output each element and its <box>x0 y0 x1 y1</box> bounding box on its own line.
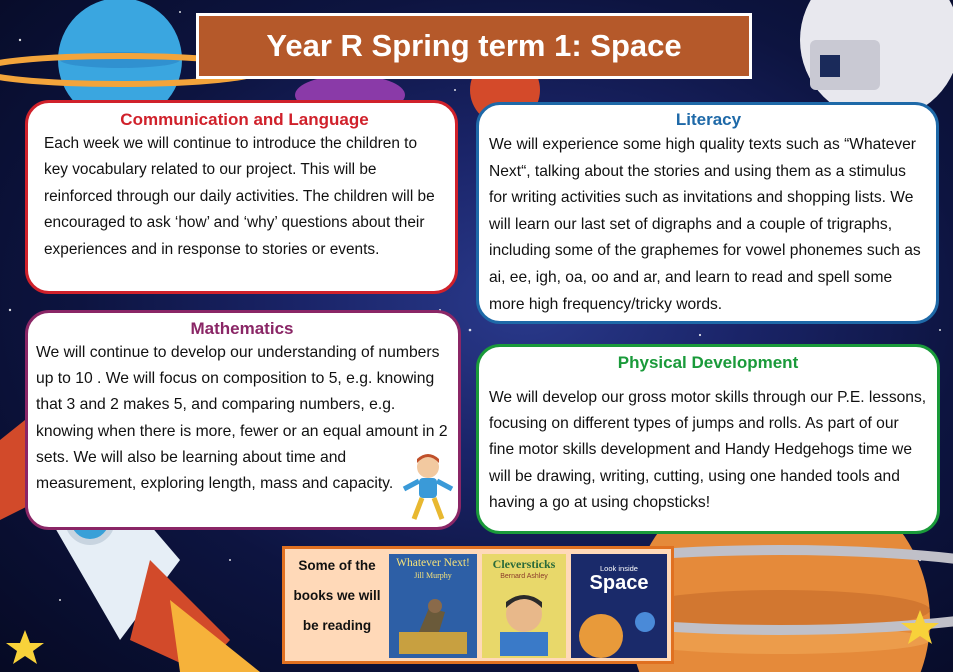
book-illustration-icon <box>399 588 467 654</box>
physical-text: We will develop our gross motor skills through our P.E. lessons, focusing on different types of jumps and rolls. As part of our fine motor skills development and Handy Hedgehogs time we will be drawing, writing, cutting, using one handed tools and having a go at using chopsticks! <box>489 389 927 511</box>
literacy-card <box>476 102 939 324</box>
book-cover-cleversticks <box>482 554 566 658</box>
book-author: Bernard Ashley <box>500 573 548 580</box>
mathematics-text: We will continue to develop our understanding of numbers up to 10 . We will focus on composition to 5, e.g. knowing that 3 and 2 makes 5, and comparing numbers, e.g. knowing when there is more, fewer or an equal amount in 2 sets. We will also be learning about time and measurement, exploring length, mass and capacity. <box>36 344 448 493</box>
literacy-text: We will experience some high quality texts such as “Whatever Next“, talking about the stories and using them as a stimulus for writing activities such as invitations and shopping lists. We will learn our last set of digraphs and a couple of trigraphs, including some of the graphemes for vowel phonemes such as ai, ee, igh, oa, oo and ar, and learn to read and spell some more high frequency/tricky words. <box>489 136 921 313</box>
mathematics-heading: Mathematics <box>190 319 294 338</box>
book-title: Whatever Next! <box>396 557 470 569</box>
communication-card <box>25 100 458 294</box>
book-title: Cleversticks <box>492 557 556 571</box>
communication-heading: Communication and Language <box>120 110 369 129</box>
book-title: Space <box>589 572 649 594</box>
books-label: Some of the books we will be reading <box>293 558 381 633</box>
child-figure-icon <box>398 451 458 523</box>
book-illustration-icon <box>571 602 667 658</box>
title-banner <box>196 13 752 79</box>
book-author: Jill Murphy <box>414 571 452 580</box>
star-icon <box>6 630 44 664</box>
literacy-heading: Literacy <box>675 110 742 129</box>
book-series: Look inside <box>600 564 638 573</box>
book-cover-whatever-next <box>389 554 477 658</box>
page-title: Year R Spring term 1: Space <box>266 28 682 63</box>
book-illustration-icon <box>490 586 558 656</box>
physical-development-card <box>476 344 940 534</box>
book-cover-look-inside-space <box>571 554 667 658</box>
books-panel <box>282 546 674 664</box>
physical-heading: Physical Development <box>617 353 799 372</box>
mathematics-card <box>25 310 461 530</box>
communication-text: Each week we will continue to introduce the children to key vocabulary related to our project. This will be reinforced through our daily activities. The children will be encouraged to ask ‘how’ and ‘why’ questions about their experiences and in response to stories or events. <box>44 135 435 258</box>
